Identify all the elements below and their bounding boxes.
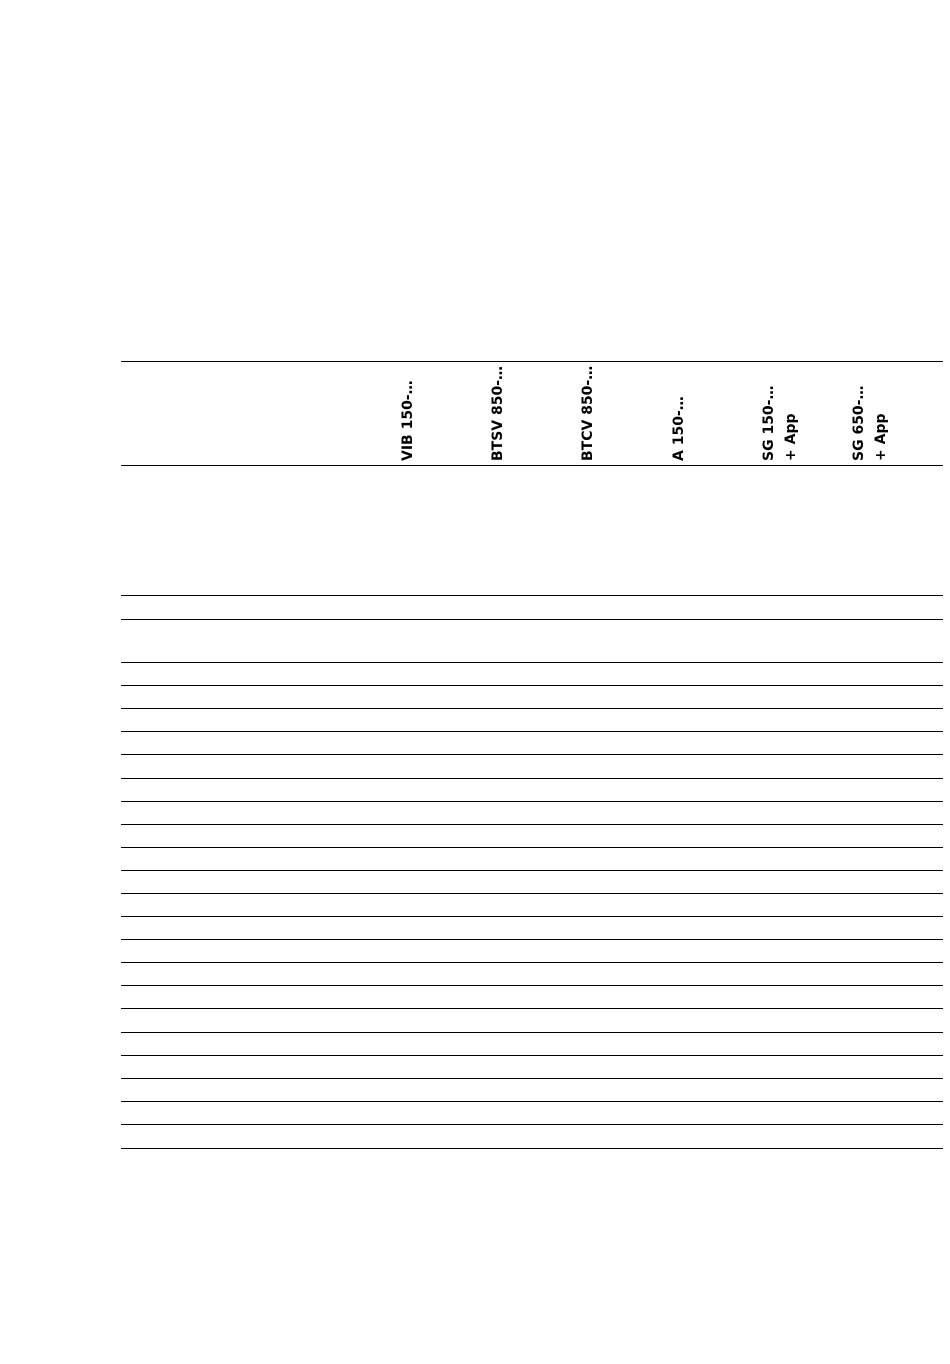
table-bottom-rule bbox=[121, 1148, 943, 1149]
row-rule bbox=[121, 1008, 943, 1009]
row-rule bbox=[121, 1078, 943, 1079]
column-header-label: VIB 150-… bbox=[400, 380, 416, 461]
table-top-rule bbox=[121, 361, 943, 362]
column-header-label: SG 150-… + App bbox=[761, 385, 799, 461]
column-header-vib-150 bbox=[397, 361, 441, 465]
row-rule bbox=[121, 731, 943, 732]
row-rule bbox=[121, 939, 943, 940]
row-rule bbox=[121, 1055, 943, 1056]
row-rule bbox=[121, 619, 943, 620]
column-header-label: BTSV 850-… bbox=[490, 365, 506, 461]
row-rule bbox=[121, 778, 943, 779]
row-rule bbox=[121, 893, 943, 894]
row-rule bbox=[121, 595, 943, 596]
column-header-btsv-850 bbox=[487, 361, 531, 465]
row-rule bbox=[121, 1101, 943, 1102]
header-bottom-rule bbox=[121, 465, 943, 466]
row-rule bbox=[121, 662, 943, 663]
column-header-label: A 150-… bbox=[671, 396, 687, 461]
row-rule bbox=[121, 754, 943, 755]
column-header-a-150 bbox=[668, 361, 712, 465]
row-rule bbox=[121, 1124, 943, 1125]
row-rule bbox=[121, 916, 943, 917]
row-rule bbox=[121, 1032, 943, 1033]
row-rule bbox=[121, 870, 943, 871]
column-header-sg-150-app bbox=[758, 361, 802, 465]
column-header-label: BTCV 850-… bbox=[580, 365, 596, 461]
row-rule bbox=[121, 685, 943, 686]
row-rule bbox=[121, 801, 943, 802]
column-header-label: SG 650-… + App bbox=[851, 385, 889, 461]
comparison-table bbox=[121, 361, 943, 1151]
column-header-btcv-850 bbox=[577, 361, 621, 465]
column-header-sg-650-app bbox=[848, 361, 892, 465]
row-rule bbox=[121, 824, 943, 825]
row-rule bbox=[121, 708, 943, 709]
row-rule bbox=[121, 985, 943, 986]
row-rule bbox=[121, 962, 943, 963]
row-rule bbox=[121, 847, 943, 848]
